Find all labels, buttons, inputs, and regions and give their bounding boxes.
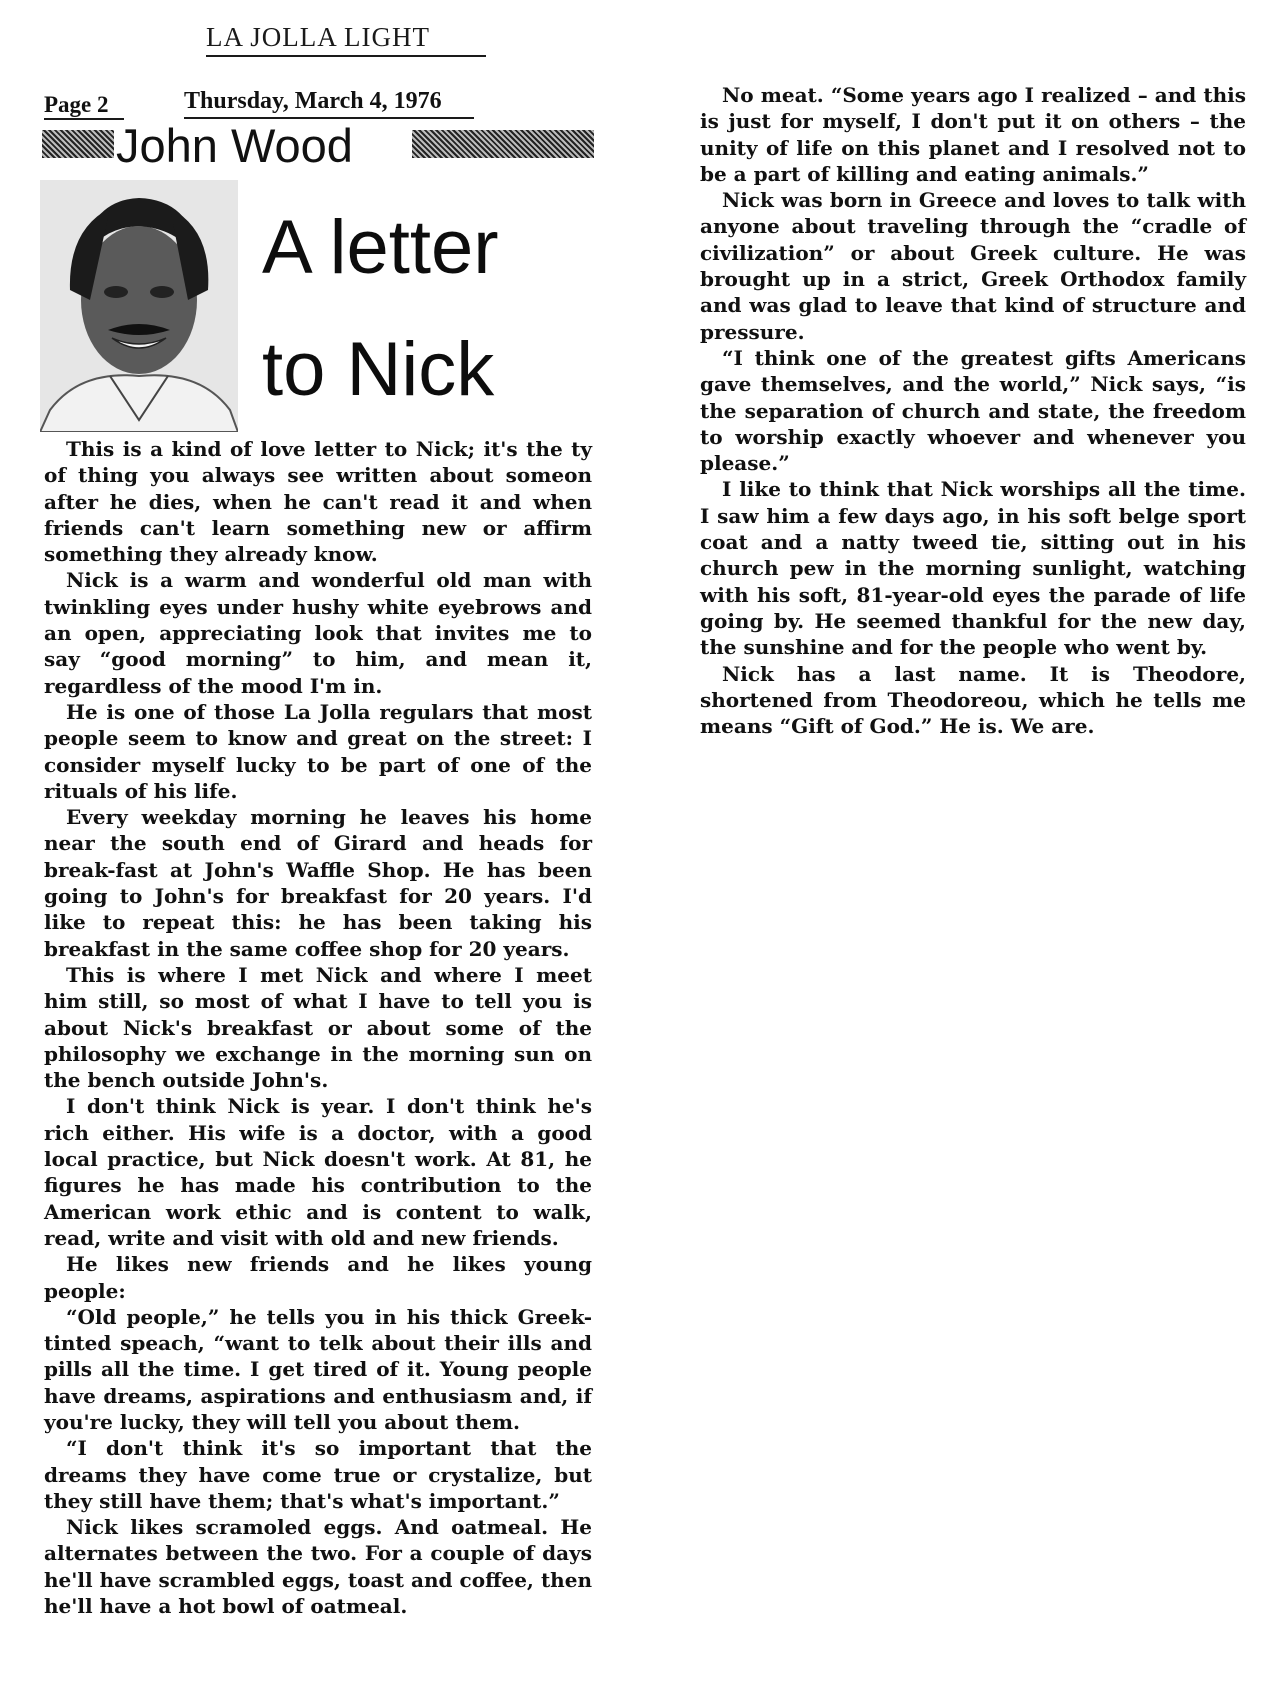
headline-line-1: A letter xyxy=(262,205,499,290)
article-paragraph: This is where I met Nick and where I meet him still, so most of what I have to tell you is about Nick's breakfast or about some of the philosophy we exchange in the morning sun on the bench outside John's. xyxy=(44,962,592,1093)
byline-rule-left xyxy=(42,130,114,158)
dateline: Thursday, March 4, 1976 xyxy=(184,88,474,119)
author-photo xyxy=(40,180,238,432)
article-paragraph: “I don't think it's so important that the dreams they have come true or crystalize, but they still have them; that's what's important.” xyxy=(44,1436,592,1513)
article-paragraph: He is one of those La Jolla regulars that most people seem to know and great on the street: I consider myself lucky to be part of one of the rituals of his life. xyxy=(44,699,592,803)
article-paragraph: Nick was born in Greece and loves to talk with anyone about traveling through the “cradle of civilization” or about Greek culture. He was brought up in a strict, Greek Orthodox family and was glad to leave that kind of structure and pressure. xyxy=(700,188,1246,344)
byline-rule-right xyxy=(412,130,594,158)
article-column-right xyxy=(700,82,1246,739)
headline-line-2: to Nick xyxy=(262,327,495,412)
article-paragraph: “I think one of the greatest gifts Americans gave themselves, and the world,” Nick says, “is the separation of church and state, the freedom to worship exactly whoever and whenever you please.” xyxy=(700,345,1246,476)
byline: John Wood xyxy=(116,119,353,172)
article-paragraph: This is a kind of love letter to Nick; it's the ty of thing you always see written about someon after he dies, when he can't read it and when friends can't learn something new or affirm something they already know. xyxy=(44,437,592,567)
article-paragraph: I don't think Nick is year. I don't think he's rich either. His wife is a doctor, with a good local practice, but Nick doesn't work. At 81, he figures he has made his contribution to the American work ethic and is content to walk, read, write and visit with old and new friends. xyxy=(44,1094,592,1250)
article-paragraph: “Old people,” he tells you in his thick Greek-tinted speach, “want to telk about their ills and pills all the time. I get tired of it. Young people have dreams, aspirations and enthusiasm and, if you're lucky, they will tell you about them. xyxy=(44,1304,592,1434)
masthead: LA JOLLA LIGHT xyxy=(206,22,486,57)
article-paragraph: Nick has a last name. It is Theodore, shortened from Theodoreou, which he tells me means “Gift of God.” He is. We are. xyxy=(700,661,1246,739)
article-column-left xyxy=(44,436,592,1619)
article-paragraph: No meat. “Some years ago I realized – and this is just for myself, I don't put it on others – the unity of life on this planet and I resolved not to be a part of killing and eating animals.” xyxy=(700,83,1246,186)
article-paragraph: Every weekday morning he leaves his home near the south end of Girard and heads for break-fast at John's Waffle Shop. He has been going to John's for breakfast for 20 years. I'd like to repeat this: he has been taking his breakfast in the same coffee shop for 20 years. xyxy=(44,805,592,961)
article-paragraph: He likes new friends and he likes young people: xyxy=(44,1252,592,1303)
article-paragraph: I like to think that Nick worships all the time. I saw him a few days ago, in his soft belge sport coat and a natty tweed tie, sitting out in his church pew in the morning sunlight, watching with his soft, 81-year-old eyes the parade of life going by. He seemed thankful for the new day, the sunshine and for the people who went by. xyxy=(700,477,1246,660)
article-paragraph: Nick is a warm and wonderful old man with twinkling eyes under hushy white eyebrows and an open, appreciating look that invites me to say “good morning” to him, and mean it, regardless of the mood I'm in. xyxy=(44,568,592,698)
article-paragraph: Nick likes scramoled eggs. And oatmeal. He alternates between the two. For a couple of days he'll have scrambled eggs, toast and coffee, then he'll have a hot bowl of oatmeal. xyxy=(44,1515,592,1619)
page-label: Page 2 xyxy=(44,92,124,120)
